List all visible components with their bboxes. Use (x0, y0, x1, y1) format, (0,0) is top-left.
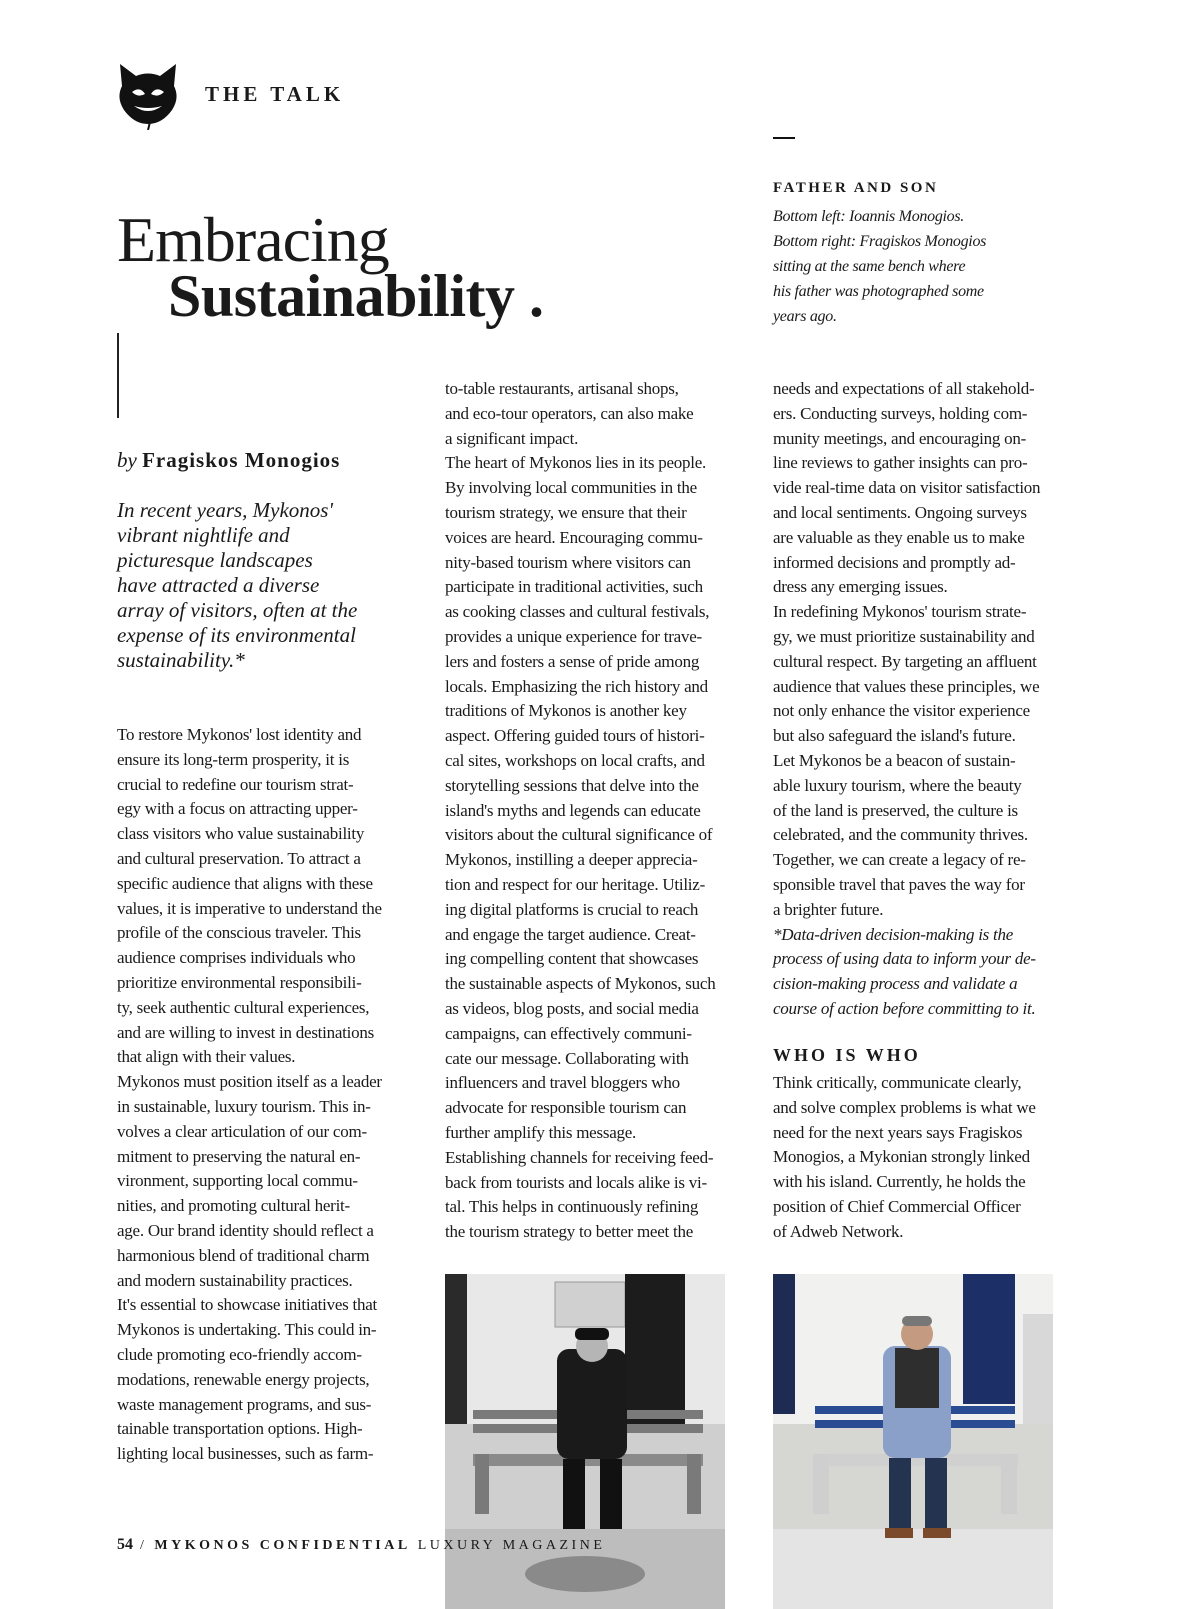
photo-son-on-bench (773, 1274, 1053, 1609)
body-line: It's essential to showcase initiatives that (117, 1295, 378, 1315)
byline-prefix: by (117, 448, 137, 472)
body-line: need for the next years says Fragiskos (773, 1122, 1023, 1142)
body-line: Mykonos is undertaking. This could in- (117, 1320, 377, 1340)
body-line: Monogios, a Mykonian strongly linked (773, 1147, 1030, 1167)
body-column-2 (445, 377, 730, 1245)
body-line: provides a unique experience for trave- (445, 626, 702, 646)
body-line: Think critically, communicate clearly, (773, 1073, 1022, 1092)
body-line: traditions of Mykonos is another key (445, 701, 687, 721)
body-line: The heart of Mykonos lies in its people. (445, 453, 707, 473)
body-line: campaigns, can effectively communi- (445, 1023, 692, 1043)
body-line: Mykonos must position itself as a leader (117, 1072, 382, 1092)
body-line: back from tourists and locals alike is vi- (445, 1172, 707, 1192)
body-column-1 (117, 723, 402, 1467)
body-line: the sustainable aspects of Mykonos, such (445, 974, 716, 994)
body-line: specific audience that aligns with these (117, 873, 373, 893)
footnote-line: cision-making process and validate a (773, 974, 1018, 994)
who-is-who-heading: WHO IS WHO (773, 1045, 921, 1065)
caption-dash-divider (773, 137, 795, 139)
intro-line: have attracted a diverse (117, 573, 320, 597)
body-line: By involving local communities in the (445, 478, 697, 498)
body-line: nity-based tourism where visitors can (445, 552, 691, 572)
body-line: ing digital platforms is crucial to reach (445, 899, 699, 919)
body-line: profile of the conscious traveler. This (117, 923, 361, 943)
body-line: nities, and promoting cultural herit- (117, 1196, 350, 1216)
body-line: audience that values these principles, we (773, 676, 1040, 696)
body-line: as cooking classes and cultural festivals, (445, 602, 710, 622)
body-line: tion and respect for our heritage. Utiliz- (445, 874, 705, 894)
body-line: further amplify this message. (445, 1122, 637, 1142)
body-line: Let Mykonos be a beacon of sustain- (773, 750, 1016, 770)
body-line: a brighter future. (773, 899, 884, 919)
body-line: and engage the target audience. Creat- (445, 924, 696, 944)
body-line: In redefining Mykonos' tourism strate- (773, 602, 1027, 622)
father-photo-illustration (445, 1274, 725, 1609)
body-line: advocate for responsible tourism can (445, 1098, 687, 1118)
body-line: storytelling sessions that delve into the (445, 775, 699, 795)
body-line: tourism strategy, we ensure that their (445, 502, 687, 522)
intro-line: sustainability.* (117, 648, 245, 672)
body-line: To restore Mykonos' lost identity and (117, 725, 362, 744)
body-line: age. Our brand identity should reflect a (117, 1220, 374, 1240)
publication-name: MYKONOS CONFIDENTIAL (154, 1538, 411, 1553)
body-line: not only enhance the visitor experience (773, 701, 1030, 721)
caption-line: his father was photographed some (773, 283, 984, 300)
body-line: lighting local businesses, such as farm- (117, 1444, 374, 1464)
body-line: and cultural preservation. To attract a (117, 848, 361, 868)
body-line: vironment, supporting local commu- (117, 1171, 358, 1191)
body-line: aspect. Offering guided tours of histori- (445, 726, 705, 746)
body-line: tainable transportation options. High- (117, 1419, 363, 1439)
cat-face-logo-icon (112, 58, 184, 130)
body-line: voices are heard. Encouraging commu- (445, 527, 703, 547)
body-line: class visitors who value sustainability (117, 824, 365, 844)
body-line: the tourism strategy to better meet the (445, 1222, 694, 1242)
body-line: participate in traditional activities, such (445, 577, 703, 597)
body-line: of the land is preserved, the culture is (773, 800, 1018, 820)
body-line: ers. Conducting surveys, holding com- (773, 403, 1028, 423)
body-line: visitors about the cultural significance of (445, 825, 713, 845)
body-line: clude promoting eco-friendly accom- (117, 1344, 362, 1364)
body-line: influencers and travel bloggers who (445, 1073, 680, 1093)
body-line: ing compelling content that showcases (445, 949, 699, 969)
body-line: munity meetings, and encouraging on- (773, 428, 1027, 448)
article-title-line2: Sustainability . (168, 263, 544, 329)
body-line: a significant impact. (445, 428, 579, 448)
author-name: Fragiskos Monogios (142, 448, 341, 472)
body-line: mitment to preserving the natural en- (117, 1146, 361, 1166)
son-photo-illustration (773, 1274, 1053, 1609)
body-line: and eco-tour operators, can also make (445, 403, 694, 423)
body-line: lers and fosters a sense of pride among (445, 651, 700, 671)
body-line: harmonious blend of traditional charm (117, 1245, 370, 1265)
body-line: able luxury tourism, where the beauty (773, 775, 1022, 795)
body-line: with his island. Currently, he holds the (773, 1172, 1026, 1192)
body-line: and local sentiments. Ongoing surveys (773, 502, 1027, 522)
body-line: sponsible travel that paves the way for (773, 874, 1025, 894)
body-line: ensure its long-term prosperity, it is (117, 749, 350, 769)
body-line: egy with a focus on attracting upper- (117, 799, 358, 819)
caption-line: years ago. (773, 308, 837, 325)
body-line: cate our message. Collaborating with (445, 1048, 689, 1068)
body-line: to-table restaurants, artisanal shops, (445, 379, 679, 398)
footer-separator: / (140, 1538, 148, 1553)
body-line: crucial to redefine our tourism strat- (117, 774, 354, 794)
publication-subtitle: LUXURY MAGAZINE (417, 1538, 606, 1553)
body-line: of Adweb Network. (773, 1221, 904, 1241)
body-line: and are willing to invest in destinations (117, 1022, 374, 1042)
body-line: are valuable as they enable us to make (773, 527, 1025, 547)
body-line: vide real-time data on visitor satisfaction (773, 478, 1041, 498)
photo-father-on-bench (445, 1274, 725, 1609)
page-number: 54 (117, 1536, 133, 1553)
caption-line: sitting at the same bench where (773, 258, 966, 275)
body-line: line reviews to gather insights can pro- (773, 453, 1028, 473)
intro-line: vibrant nightlife and (117, 523, 290, 547)
body-line: position of Chief Commercial Officer (773, 1196, 1021, 1216)
intro-line: picturesque landscapes (117, 548, 313, 572)
body-line: that align with their values. (117, 1047, 296, 1067)
section-label: THE TALK (205, 82, 345, 106)
caption-heading: FATHER AND SON (773, 180, 939, 196)
body-column-3 (773, 377, 1058, 1022)
body-line: and solve complex problems is what we (773, 1097, 1036, 1117)
intro-paragraph (117, 498, 417, 673)
body-line: Establishing channels for receiving feed- (445, 1147, 714, 1167)
intro-line: expense of its environmental (117, 623, 356, 647)
article-title-line1: Embracing (117, 204, 389, 275)
body-line: cal sites, workshops on local crafts, and (445, 750, 705, 770)
caption-line: Bottom right: Fragiskos Monogios (773, 233, 987, 250)
body-line: in sustainable, luxury tourism. This in- (117, 1096, 371, 1116)
body-line: celebrated, and the community thrives. (773, 825, 1028, 845)
body-line: and modern sustainability practices. (117, 1270, 353, 1290)
body-line: informed decisions and promptly ad- (773, 552, 1016, 572)
who-is-who-text (773, 1071, 1058, 1245)
page-footer (117, 1536, 605, 1554)
body-line: values, it is imperative to understand the (117, 898, 382, 918)
body-line: dress any emerging issues. (773, 577, 948, 597)
intro-line: array of visitors, often at the (117, 598, 358, 622)
intro-line: In recent years, Mykonos' (117, 498, 333, 522)
footnote-line: *Data-driven decision-making is the (773, 924, 1014, 944)
body-line: locals. Emphasizing the rich history and (445, 676, 708, 696)
body-line: gy, we must prioritize sustainability and (773, 626, 1035, 646)
body-line: Mykonos, instilling a deeper apprecia- (445, 850, 698, 870)
body-line: audience comprises individuals who (117, 948, 356, 968)
photo-caption (773, 204, 1053, 329)
body-line: ty, seek authentic cultural experiences, (117, 997, 370, 1017)
body-line: volves a clear articulation of our com- (117, 1121, 367, 1141)
body-line: prioritize environmental responsibili- (117, 972, 362, 992)
footnote-line: course of action before committing to it. (773, 998, 1036, 1018)
caption-line: Bottom left: Ioannis Monogios. (773, 208, 964, 225)
body-line: Together, we can create a legacy of re- (773, 850, 1026, 870)
byline (117, 448, 340, 473)
footnote-line: process of using data to inform your de- (773, 949, 1036, 969)
body-line: island's myths and legends can educate (445, 800, 701, 820)
body-line: but also safeguard the island's future. (773, 726, 1016, 746)
body-line: modations, renewable energy projects, (117, 1369, 370, 1389)
body-line: as videos, blog posts, and social media (445, 998, 699, 1018)
vertical-rule-divider (117, 333, 119, 418)
body-line: tal. This helps in continuously refining (445, 1197, 699, 1217)
body-line: cultural respect. By targeting an affluent (773, 651, 1037, 671)
body-line: needs and expectations of all stakehold- (773, 379, 1035, 398)
body-line: waste management programs, and sus- (117, 1394, 372, 1414)
